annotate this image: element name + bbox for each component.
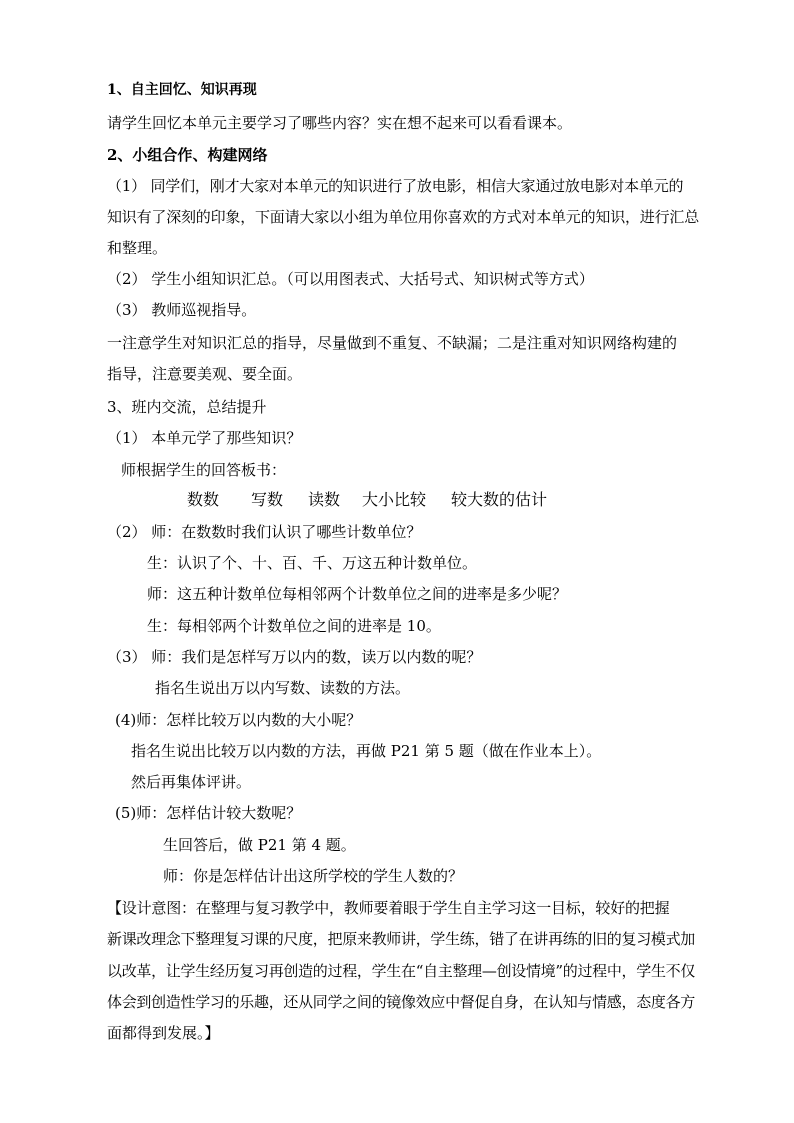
section2-item1-line2: 知识有了深刻的印象，下面请大家以小组为单位用你喜欢的方式对本单元的知识，进行汇总 [107, 208, 700, 226]
board-word-dushu: 读数 [308, 490, 341, 509]
section2-item3: （3） 教师巡视指导。 [107, 301, 257, 319]
section3-q4-answer2: 然后再集体评讲。 [131, 773, 252, 791]
section2-heading: 2、小组合作、构建网络 [107, 146, 268, 164]
section3-q2-answer2: 生：每相邻两个计数单位之间的进率是 10。 [147, 617, 441, 635]
design-intent-line3: 以改革，让学生经历复习再创造的过程，学生在“自主整理—创设情境”的过程中，学生不仅 [107, 962, 696, 980]
section1-heading: 1、自主回忆、知识再现 [107, 82, 257, 98]
board-word-daxiaobijiao: 大小比较 [362, 490, 427, 509]
section2-note-line1: 一注意学生对知识汇总的指导，尽量做到不重复、不缺漏；二是注重对知识网络构建的 [107, 334, 678, 352]
design-intent-line5: 面都得到发展。】 [107, 1024, 220, 1042]
section3-q1-board-intro: 师根据学生的回答板书： [121, 461, 287, 479]
design-intent-line1: 【设计意图：在整理与复习教学中，教师要着眼于学生自主学习这一目标，较好的把握 [107, 899, 670, 917]
section2-item2: （2） 学生小组知识汇总。（可以用图表式、大括号式、知识树式等方式） [107, 270, 594, 288]
section3-q2: （2） 师：在数数时我们认识了哪些计数单位？ [107, 523, 422, 541]
board-word-shushu: 数数 [187, 490, 220, 509]
section3-q4: (4)师：怎样比较万以内数的大小呢？ [115, 711, 362, 729]
section3-heading: 3、班内交流，总结提升 [107, 398, 267, 416]
section2-item1-line3: 和整理。 [107, 239, 168, 257]
section2-note-line2: 指导，注意要美观、要全面。 [107, 365, 303, 383]
section3-q5-answer2: 师：你是怎样估计出这所学校的学生人数的？ [163, 867, 464, 885]
section2-item1-line1: （1） 同学们，刚才大家对本单元的知识进行了放电影，相信大家通过放电影对本单元的 [107, 177, 684, 195]
design-intent-line2: 新课改理念下整理复习课的尺度，把原来教师讲，学生练，错了在讲再练的旧的复习模式加 [107, 930, 696, 948]
section3-q5-answer1: 生回答后，做 P21 第 4 题。 [163, 836, 356, 854]
design-intent-line4: 体会到创造性学习的乐趣，还从同学之间的镜像效应中督促自身，在认知与情感，态度各方 [107, 993, 696, 1011]
section3-q2-answer1: 生：认识了个、十、百、千、万这五种计数单位。 [147, 554, 478, 572]
section3-q4-answer1: 指名生说出比较万以内数的方法，再做 P21 第 5 题（做在作业本上）。 [131, 742, 602, 760]
section3-q2-teacher2: 师：这五种计数单位每相邻两个计数单位之间的进率是多少呢？ [147, 585, 568, 603]
board-word-jiaodashu-guji: 较大数的估计 [451, 490, 548, 509]
section1-line1: 请学生回忆本单元主要学习了哪些内容？实在想不起来可以看看课本。 [107, 114, 573, 132]
section3-q3-answer: 指名生说出万以内写数、读数的方法。 [155, 679, 411, 697]
section3-q3: （3） 师：我们是怎样写万以内的数，读万以内数的呢？ [107, 648, 482, 666]
board-word-xieshu: 写数 [251, 490, 284, 509]
section3-q5: (5)师：怎样估计较大数呢？ [115, 804, 302, 822]
section3-q1: （1） 本单元学了那些知识？ [107, 429, 302, 447]
